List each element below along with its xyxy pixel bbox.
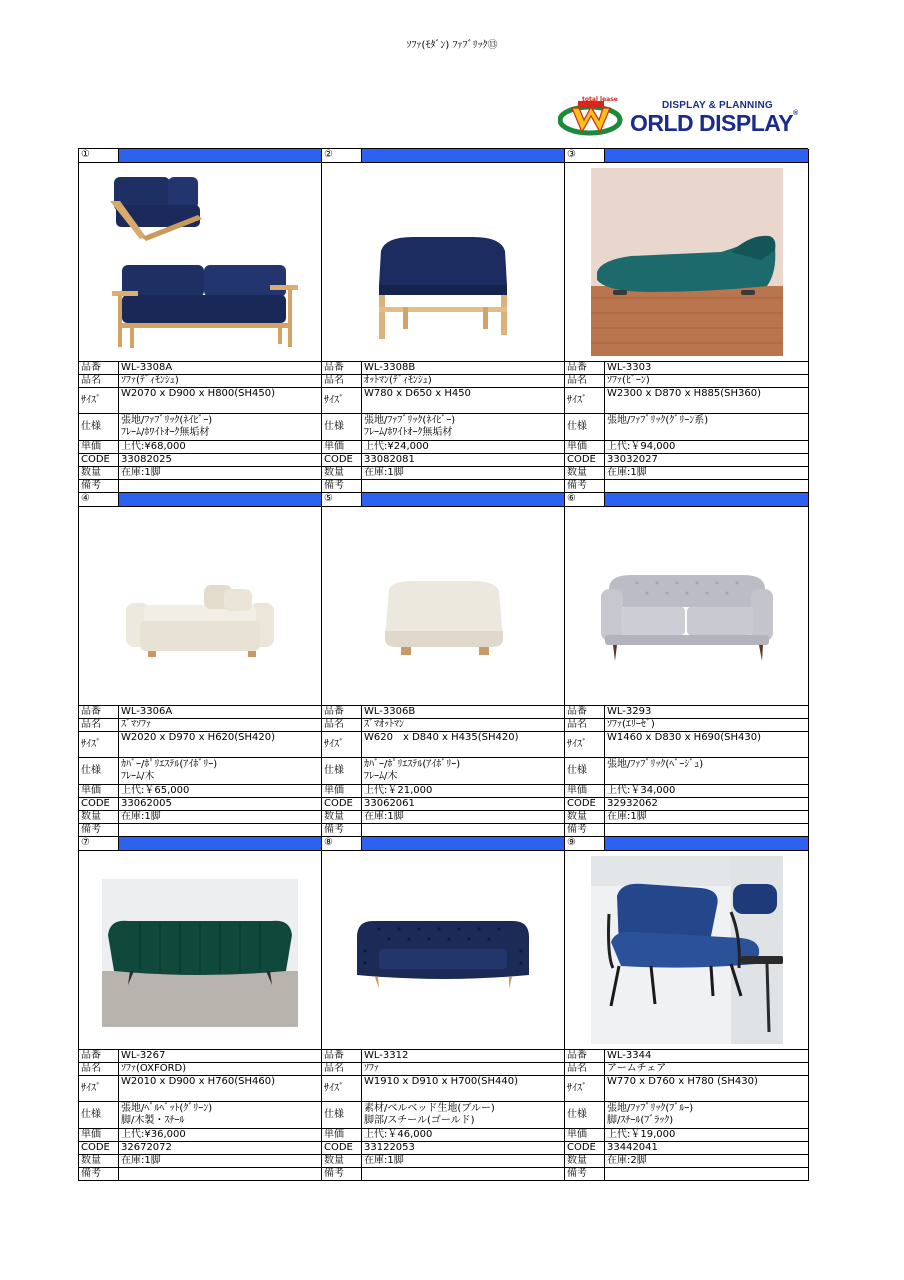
label-note: 備考 — [565, 824, 605, 837]
product-code: 33032027 — [605, 454, 809, 467]
product-spec — [605, 414, 809, 441]
header-bar — [605, 493, 809, 507]
product-spec — [119, 414, 322, 441]
product-price: 上代:￥21,000 — [362, 785, 565, 798]
product-name: ｵｯﾄﾏﾝ(ﾃﾞｨﾓﾝｼｭ) — [362, 375, 565, 388]
header-bar — [362, 493, 565, 507]
product-qty: 在庫:1脚 — [362, 811, 565, 824]
label-qty: 数量 — [565, 467, 605, 480]
header-bar — [605, 149, 809, 163]
product-number-marker: ⑥ — [565, 493, 605, 507]
label-spec: 仕様 — [322, 1102, 362, 1129]
label-qty: 数量 — [565, 811, 605, 824]
header-bar — [119, 493, 322, 507]
product-number: WL-3312 — [362, 1050, 565, 1063]
product-note — [119, 824, 322, 837]
label-number: 品番 — [565, 1050, 605, 1063]
spec-line-1: 張地/ﾌｧﾌﾞﾘｯｸ(ﾌﾞﾙｰ) — [607, 1103, 694, 1114]
product-row-block — [79, 493, 808, 837]
product-image-grey-tufted-sofa — [565, 507, 809, 706]
product-qty: 在庫:1脚 — [362, 467, 565, 480]
spec-line-2: ﾌﾚｰﾑ/ﾎﾜｲﾄｵｰｸ無垢材 — [364, 427, 453, 438]
product-note — [362, 1168, 565, 1181]
product-code: 33062005 — [119, 798, 322, 811]
label-note: 備考 — [79, 480, 119, 493]
product-catalog-table — [78, 148, 808, 1181]
label-size: ｻｲｽﾞ — [322, 732, 362, 758]
product-code: 33062061 — [362, 798, 565, 811]
label-name: 品名 — [79, 375, 119, 388]
product-spec — [362, 758, 565, 785]
label-code: CODE — [322, 1142, 362, 1155]
spec-line-1: 素材/ベルベッド生地(ブルー) — [364, 1103, 495, 1114]
logo-wordmark-text: ORLD DISPLAY — [630, 110, 794, 136]
product-name: ｽﾞﾏｿﾌｧ — [119, 719, 322, 732]
label-name: 品名 — [565, 375, 605, 388]
product-note — [605, 824, 809, 837]
product-code: 33082081 — [362, 454, 565, 467]
spec-line-2: ﾌﾚｰﾑ/木 — [364, 771, 398, 782]
spec-line-2: 脚/木製・ｽﾁｰﾙ — [121, 1115, 185, 1126]
label-note: 備考 — [322, 1168, 362, 1181]
product-image-blue-chesterfield — [322, 851, 565, 1050]
label-note: 備考 — [565, 480, 605, 493]
label-qty: 数量 — [322, 467, 362, 480]
label-spec: 仕様 — [565, 1102, 605, 1129]
label-code: CODE — [79, 1142, 119, 1155]
product-price: 上代:¥24,000 — [362, 441, 565, 454]
product-price: 上代:¥36,000 — [119, 1129, 322, 1142]
spec-line-1: 張地/ﾌｧﾌﾞﾘｯｸ(ﾈｲﾋﾞｰ) — [364, 415, 456, 426]
product-name: ｽﾞﾏｵｯﾄﾏﾝ — [362, 719, 565, 732]
product-number-marker: ⑦ — [79, 837, 119, 851]
product-spec — [605, 758, 809, 785]
product-spec — [362, 1102, 565, 1129]
product-image-navy-ottoman — [322, 163, 565, 362]
product-number-marker: ⑤ — [322, 493, 362, 507]
product-note — [605, 1168, 809, 1181]
label-size: ｻｲｽﾞ — [79, 732, 119, 758]
label-size: ｻｲｽﾞ — [79, 1076, 119, 1102]
label-number: 品番 — [79, 1050, 119, 1063]
spec-line-1: 張地/ﾌｧﾌﾞﾘｯｸ(ﾍﾞｰｼﾞｭ) — [607, 759, 704, 770]
product-size: W2010 x D900 x H760(SH460) — [119, 1076, 322, 1102]
label-name: 品名 — [565, 1063, 605, 1076]
product-name: ｿﾌｧ(OXFORD) — [119, 1063, 322, 1076]
label-qty: 数量 — [322, 1155, 362, 1168]
product-spec — [119, 1102, 322, 1129]
label-number: 品番 — [565, 706, 605, 719]
header-bar — [119, 149, 322, 163]
label-spec: 仕様 — [79, 758, 119, 785]
label-spec: 仕様 — [322, 758, 362, 785]
product-name: ｿﾌｧ(ﾃﾞｨﾓﾝｼｭ) — [119, 375, 322, 388]
product-size: W2070 x D900 x H800(SH450) — [119, 388, 322, 414]
label-size: ｻｲｽﾞ — [565, 388, 605, 414]
logo-tagline: DISPLAY & PLANNING — [662, 100, 773, 111]
label-price: 単価 — [565, 1129, 605, 1142]
label-code: CODE — [322, 454, 362, 467]
product-image-green-bean-sofa — [565, 163, 809, 362]
header-bar — [605, 837, 809, 851]
spec-line-2: 脚部/スチール(ゴールド) — [364, 1115, 475, 1126]
label-number: 品番 — [565, 362, 605, 375]
product-number-marker: ⑧ — [322, 837, 362, 851]
label-number: 品番 — [79, 362, 119, 375]
product-price: 上代:￥65,000 — [119, 785, 322, 798]
product-price: 上代:￥94,000 — [605, 441, 809, 454]
label-spec: 仕様 — [79, 1102, 119, 1129]
label-price: 単価 — [79, 1129, 119, 1142]
label-number: 品番 — [322, 1050, 362, 1063]
spec-line-2: ﾌﾚｰﾑ/ﾎﾜｲﾄｵｰｸ無垢材 — [121, 427, 210, 438]
product-qty: 在庫:1脚 — [119, 811, 322, 824]
product-spec — [362, 414, 565, 441]
label-name: 品名 — [322, 719, 362, 732]
product-code: 33122053 — [362, 1142, 565, 1155]
label-spec: 仕様 — [79, 414, 119, 441]
product-image-navy-sofa — [79, 163, 322, 362]
product-qty: 在庫:2脚 — [605, 1155, 809, 1168]
label-name: 品名 — [79, 1063, 119, 1076]
product-name: アームチェア — [605, 1063, 809, 1076]
product-name: ｿﾌｧ(ｴﾘｰｾﾞ) — [605, 719, 809, 732]
label-note: 備考 — [565, 1168, 605, 1181]
label-number: 品番 — [322, 362, 362, 375]
label-spec: 仕様 — [565, 758, 605, 785]
label-size: ｻｲｽﾞ — [565, 1076, 605, 1102]
label-name: 品名 — [565, 719, 605, 732]
product-qty: 在庫:1脚 — [605, 467, 809, 480]
label-number: 品番 — [322, 706, 362, 719]
product-note — [119, 1168, 322, 1181]
label-price: 単価 — [322, 1129, 362, 1142]
product-number-marker: ③ — [565, 149, 605, 163]
product-qty: 在庫:1脚 — [605, 811, 809, 824]
product-code: 33442041 — [605, 1142, 809, 1155]
header-bar — [362, 149, 565, 163]
label-price: 単価 — [322, 785, 362, 798]
product-qty: 在庫:1脚 — [362, 1155, 565, 1168]
product-number: WL-3306B — [362, 706, 565, 719]
product-code: 33082025 — [119, 454, 322, 467]
label-note: 備考 — [322, 480, 362, 493]
product-price: 上代:¥68,000 — [119, 441, 322, 454]
product-code: 32932062 — [605, 798, 809, 811]
product-number-marker: ④ — [79, 493, 119, 507]
product-size: W770 x D760 x H780 (SH430) — [605, 1076, 809, 1102]
label-size: ｻｲｽﾞ — [322, 388, 362, 414]
label-spec: 仕様 — [565, 414, 605, 441]
product-image-ivory-sofa — [79, 507, 322, 706]
product-image-blue-armchair — [565, 851, 809, 1050]
label-code: CODE — [565, 454, 605, 467]
product-number: WL-3267 — [119, 1050, 322, 1063]
page-title: ｿﾌｧ(ﾓﾀﾞﾝ) ﾌｧﾌﾞﾘｯｸ⑬ — [406, 40, 498, 51]
product-row-block — [79, 837, 808, 1181]
product-image-ivory-ottoman — [322, 507, 565, 706]
product-row-block — [79, 149, 808, 493]
label-note: 備考 — [79, 1168, 119, 1181]
product-qty: 在庫:1脚 — [119, 1155, 322, 1168]
product-number-marker: ① — [79, 149, 119, 163]
product-size: W1910 x D910 x H700(SH440) — [362, 1076, 565, 1102]
product-number: WL-3308B — [362, 362, 565, 375]
label-qty: 数量 — [565, 1155, 605, 1168]
product-size: W2300 x D870 x H885(SH360) — [605, 388, 809, 414]
product-note — [119, 480, 322, 493]
label-code: CODE — [565, 798, 605, 811]
label-qty: 数量 — [79, 1155, 119, 1168]
label-price: 単価 — [79, 785, 119, 798]
product-code: 32672072 — [119, 1142, 322, 1155]
product-number-marker: ⑨ — [565, 837, 605, 851]
spec-line-1: ｶﾊﾞｰ/ﾎﾟﾘｴｽﾃﾙ(ｱｲﾎﾞﾘｰ) — [364, 759, 461, 770]
product-size: W620 x D840 x H435(SH420) — [362, 732, 565, 758]
product-number-marker: ② — [322, 149, 362, 163]
logo-wordmark — [630, 110, 798, 137]
product-note — [362, 824, 565, 837]
product-size: W1460 x D830 x H690(SH430) — [605, 732, 809, 758]
product-number: WL-3308A — [119, 362, 322, 375]
logo-small-text: total lease — [582, 96, 618, 103]
product-image-green-velvet-sofa — [79, 851, 322, 1050]
label-price: 単価 — [322, 441, 362, 454]
product-name: ｿﾌｧ — [362, 1063, 565, 1076]
label-spec: 仕様 — [322, 414, 362, 441]
product-size: W2020 x D970 x H620(SH420) — [119, 732, 322, 758]
product-qty: 在庫:1脚 — [119, 467, 322, 480]
spec-line-2: ﾌﾚｰﾑ/木 — [121, 771, 155, 782]
product-note — [605, 480, 809, 493]
label-price: 単価 — [565, 441, 605, 454]
header-bar — [362, 837, 565, 851]
label-price: 単価 — [79, 441, 119, 454]
label-qty: 数量 — [79, 467, 119, 480]
label-name: 品名 — [322, 375, 362, 388]
world-display-logo — [558, 98, 798, 136]
spec-line-2: 脚/ｽﾁｰﾙ(ﾌﾞﾗｯｸ) — [607, 1115, 674, 1126]
label-size: ｻｲｽﾞ — [322, 1076, 362, 1102]
label-size: ｻｲｽﾞ — [79, 388, 119, 414]
label-code: CODE — [79, 454, 119, 467]
label-price: 単価 — [565, 785, 605, 798]
label-name: 品名 — [322, 1063, 362, 1076]
header-bar — [119, 837, 322, 851]
product-spec — [605, 1102, 809, 1129]
spec-line-1: ｶﾊﾞｰ/ﾎﾟﾘｴｽﾃﾙ(ｱｲﾎﾞﾘｰ) — [121, 759, 218, 770]
product-name: ｿﾌｧ(ﾋﾞｰﾝ) — [605, 375, 809, 388]
label-name: 品名 — [79, 719, 119, 732]
spec-line-1: 張地/ﾍﾞﾙﾍﾞｯﾄ(ｸﾞﾘｰﾝ) — [121, 1103, 213, 1114]
label-qty: 数量 — [322, 811, 362, 824]
label-note: 備考 — [79, 824, 119, 837]
label-number: 品番 — [79, 706, 119, 719]
label-size: ｻｲｽﾞ — [565, 732, 605, 758]
product-price: 上代:￥34,000 — [605, 785, 809, 798]
product-size: W780 x D650 x H450 — [362, 388, 565, 414]
spec-line-1: 張地/ﾌｧﾌﾞﾘｯｸ(ﾈｲﾋﾞｰ) — [121, 415, 213, 426]
product-spec — [119, 758, 322, 785]
logo-registered-mark: ® — [793, 110, 798, 117]
product-price: 上代:￥19,000 — [605, 1129, 809, 1142]
logo-w-mark-icon — [558, 98, 636, 136]
product-number: WL-3303 — [605, 362, 809, 375]
product-number: WL-3306A — [119, 706, 322, 719]
label-code: CODE — [79, 798, 119, 811]
label-code: CODE — [565, 1142, 605, 1155]
product-number: WL-3344 — [605, 1050, 809, 1063]
product-price: 上代:￥46,000 — [362, 1129, 565, 1142]
label-qty: 数量 — [79, 811, 119, 824]
product-number: WL-3293 — [605, 706, 809, 719]
label-code: CODE — [322, 798, 362, 811]
product-note — [362, 480, 565, 493]
label-note: 備考 — [322, 824, 362, 837]
spec-line-1: 張地/ﾌｧﾌﾞﾘｯｸ(ｸﾞﾘｰﾝ系) — [607, 415, 709, 426]
